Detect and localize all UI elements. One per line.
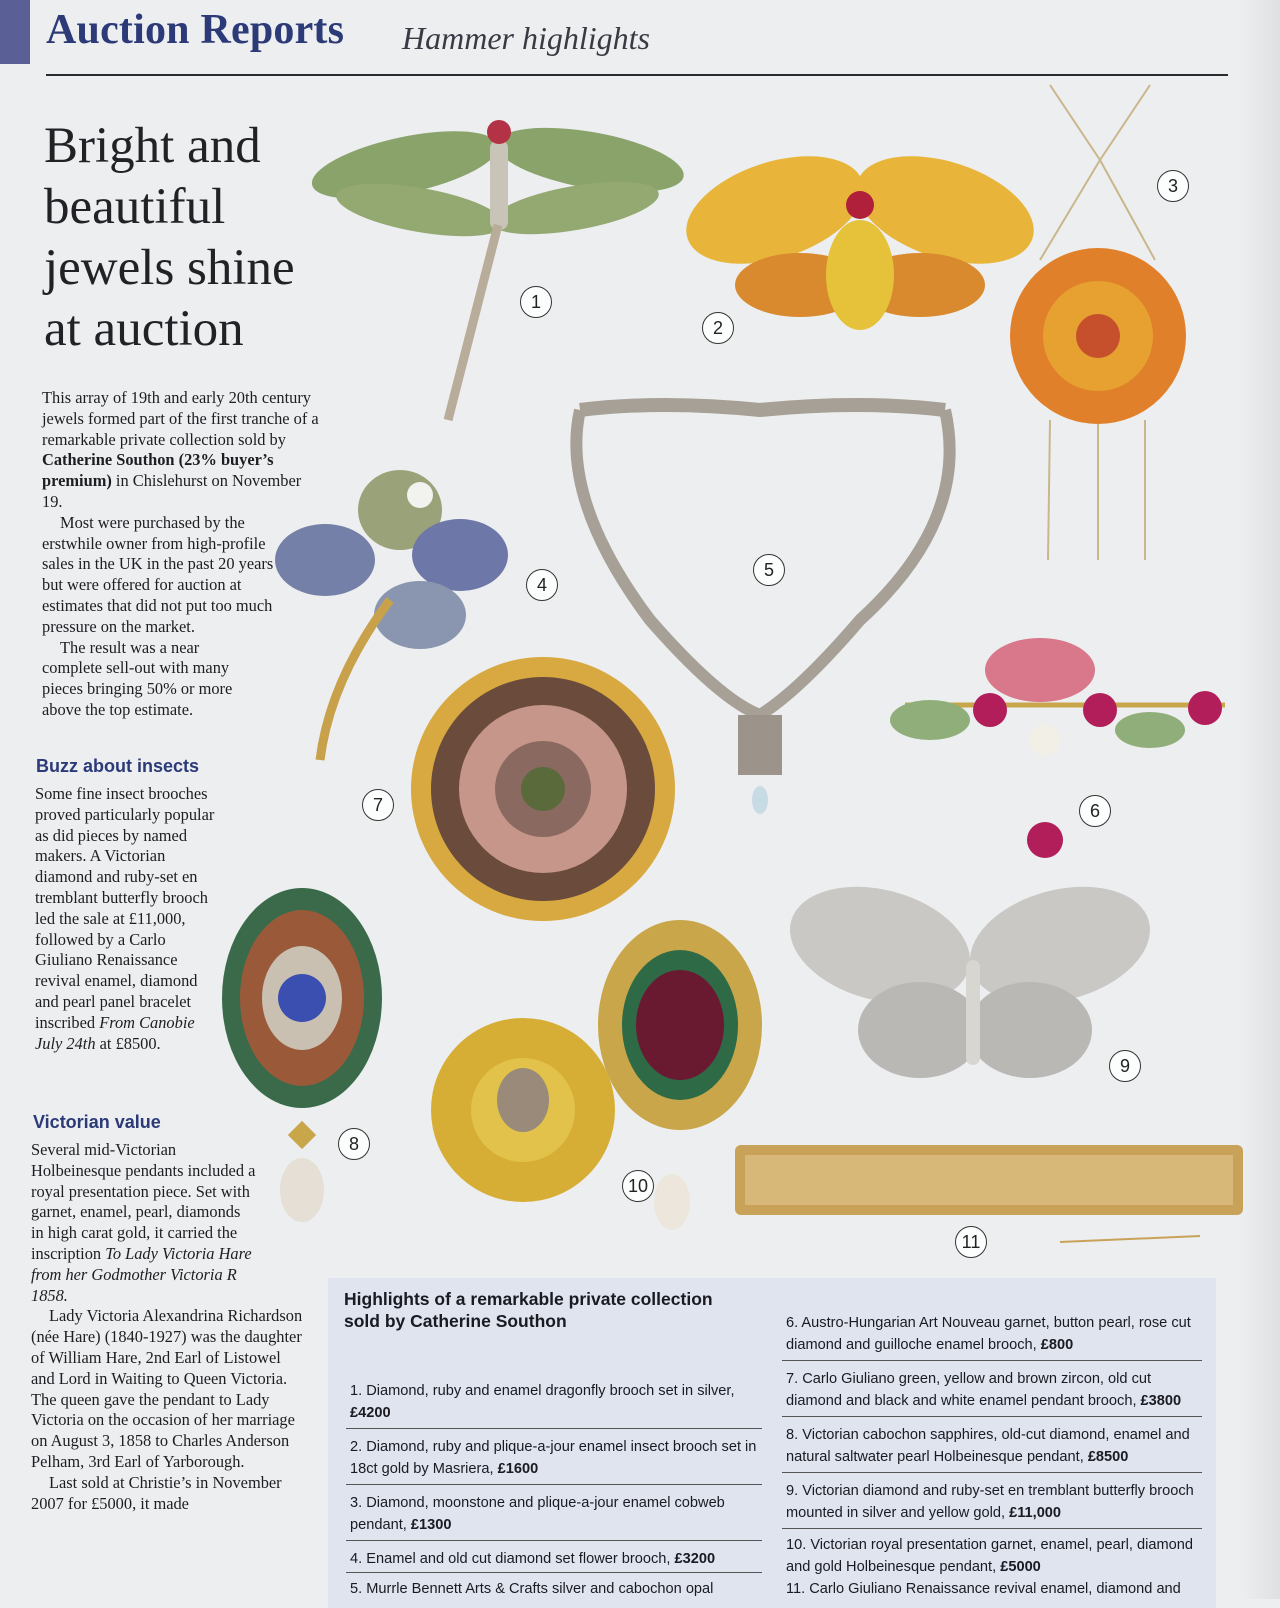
highlight-rule xyxy=(346,1572,762,1573)
section-subtitle: Hammer highlights xyxy=(402,20,650,56)
dragonfly-brooch-image xyxy=(306,116,688,420)
garnet-flower-brooch-image xyxy=(890,638,1225,858)
highlight-price-8: £8500 xyxy=(1087,1449,1129,1465)
intro-p1-a: This array of 19th and early 20th century jewels formed part of the first tranche of a remarkable private collection sold by xyxy=(42,388,319,449)
highlight-rule xyxy=(782,1472,1202,1473)
jewel-number-4: 4 xyxy=(526,569,558,601)
highlight-price-10: £5000 xyxy=(1000,1559,1041,1575)
highlight-price-6: £800 xyxy=(1040,1337,1074,1353)
highlight-rule xyxy=(346,1540,762,1541)
highlight-price-7: £3800 xyxy=(1140,1393,1182,1409)
jewel-number-3: 3 xyxy=(1157,170,1189,202)
highlight-label-9: 9. Victorian diamond and ruby-set en tremblant butterfly brooch mounted in silver and yellow gold, xyxy=(786,1483,1194,1521)
butterfly-brooch-image xyxy=(777,868,1163,1078)
highlight-label-5: 5. Murrle Bennett Arts & Crafts silver and cabochon opal xyxy=(350,1581,714,1597)
highlight-label-1: 1. Diamond, ruby and enamel dragonfly brooch set in silver, xyxy=(350,1383,735,1399)
highlight-item-3 xyxy=(350,1492,750,1536)
jewel-number-1: 1 xyxy=(520,286,552,318)
intro-paragraph-3: The result was a near complete sell-out with many pieces bringing 50% or more above the top estimate. xyxy=(42,637,233,719)
jewel-number-5: 5 xyxy=(753,554,785,586)
sapphire-pendant-image xyxy=(222,888,382,1222)
highlight-item-2 xyxy=(350,1436,760,1480)
victorian-inscription: To Lady Victoria Hare from her Godmother Victoria R 1858. xyxy=(31,1243,252,1305)
highlight-item-7 xyxy=(786,1368,1196,1412)
highlight-item-11 xyxy=(786,1578,1206,1600)
highlight-price-3: £1300 xyxy=(410,1517,452,1533)
highlight-item-8 xyxy=(786,1424,1196,1468)
highlight-label-11: 11. Carlo Giuliano Renaissance revival enamel, diamond and xyxy=(786,1581,1181,1597)
article-headline: Bright and beautiful jewels shine at auction xyxy=(44,118,295,357)
victorian-paragraph-3: Last sold at Christie’s in November 2007 for £5000, it made xyxy=(31,1472,282,1513)
intro-p1-c: in Chislehurst on November 19. xyxy=(42,471,302,511)
subhead-victorian: Victorian value xyxy=(33,1112,161,1132)
jewel-number-11: 11 xyxy=(955,1226,987,1258)
jewel-number-10: 10 xyxy=(622,1170,654,1202)
highlight-rule xyxy=(782,1360,1202,1361)
jewel-number-7: 7 xyxy=(362,789,394,821)
highlight-price-1: £4200 xyxy=(350,1405,391,1421)
highlight-rule xyxy=(346,1428,762,1429)
highlight-item-6 xyxy=(786,1312,1196,1356)
cobweb-pendant-image xyxy=(1010,85,1186,560)
highlight-rule xyxy=(782,1528,1202,1529)
highlight-price-9: £11,000 xyxy=(1009,1505,1062,1521)
highlights-title: Highlights of a remarkable private collection sold by Catherine Southon xyxy=(344,1289,713,1331)
highlight-label-10: 10. Victorian royal presentation garnet, enamel, pearl, diamond and gold Holbeinesque pendant, xyxy=(786,1537,1193,1575)
buzz-text-a: Some fine insect brooches proved particularly popular as did pieces by named makers. A Victorian diamond and ruby-set en tremblant butterfly brooch led the sale at £11,000, followed by a Carlo Giuliano Renaissance revival enamel, diamond and pearl panel bracelet inscribed xyxy=(35,784,215,1032)
victorian-text-a: Several mid-Victorian Holbeinesque pendants included a royal presentation piece. Set with garnet, enamel, pearl, diamonds in high carat gold, it carried the inscription xyxy=(31,1140,256,1263)
jewel-number-2: 2 xyxy=(702,312,734,344)
section-title: Auction Reports xyxy=(46,7,345,53)
buzz-inscription: From Canobie July 24th xyxy=(35,1012,195,1053)
highlight-label-8: 8. Victorian cabochon sapphires, old-cut diamond, enamel and natural saltwater pearl Holbeinesque pendant, xyxy=(786,1427,1190,1465)
highlight-label-4: 4. Enamel and old cut diamond set flower brooch, xyxy=(350,1551,675,1567)
buzz-text-b: at £8500. xyxy=(95,1033,161,1053)
highlight-item-9 xyxy=(786,1480,1196,1524)
highlight-price-2: £1600 xyxy=(497,1461,539,1477)
holbeinesque-pendants-image xyxy=(431,920,762,1230)
subhead-buzz: Buzz about insects xyxy=(36,756,200,776)
intro-paragraph-2: Most were purchased by the erstwhile owner from high-profile sales in the UK in the past 20 years but were offered for auction at estimates that did not put too much pressure on the market. xyxy=(42,512,274,636)
highlight-rule xyxy=(346,1484,762,1485)
highlight-label-6: 6. Austro-Hungarian Art Nouveau garnet, button pearl, rose cut diamond and guilloche enamel brooch, xyxy=(786,1315,1191,1353)
victorian-paragraph-2: Lady Victoria Alexandrina Richardson (née Hare) (1840-1927) was the daughter of William Hare, 2nd Earl of Listowel and Lord in Waiting to Queen Victoria. The queen gave the pendant to Lady Victoria on the occasion of her marriage on August 3, 1858 to Charles Anderson Pelham, 3rd Earl of Yarborough. xyxy=(31,1306,303,1471)
jewel-number-9: 9 xyxy=(1109,1050,1141,1082)
highlight-item-10 xyxy=(786,1534,1196,1578)
intro-p1-auction-house: Catherine Southon (23% buyer’s premium) xyxy=(42,450,274,491)
highlight-label-3: 3. Diamond, moonstone and plique-a-jour enamel cobweb pendant, xyxy=(350,1495,725,1533)
highlight-item-1 xyxy=(350,1380,750,1424)
zircon-brooch-image xyxy=(411,657,675,921)
highlight-price-4: £3200 xyxy=(674,1551,716,1567)
highlight-item-5 xyxy=(350,1578,760,1600)
highlight-label-2: 2. Diamond, ruby and plique-a-jour enamel insect brooch set in 18ct gold by Masriera, xyxy=(350,1439,757,1477)
jewel-number-6: 6 xyxy=(1079,795,1111,827)
jewel-number-8: 8 xyxy=(338,1128,370,1160)
insect-brooch-image xyxy=(673,136,1048,330)
highlight-rule xyxy=(782,1416,1202,1417)
highlight-item-4 xyxy=(350,1548,760,1570)
panel-bracelet-image xyxy=(735,1145,1243,1242)
highlight-label-7: 7. Carlo Giuliano green, yellow and brown zircon, old cut diamond and black and white enamel pendant brooch, xyxy=(786,1371,1152,1409)
